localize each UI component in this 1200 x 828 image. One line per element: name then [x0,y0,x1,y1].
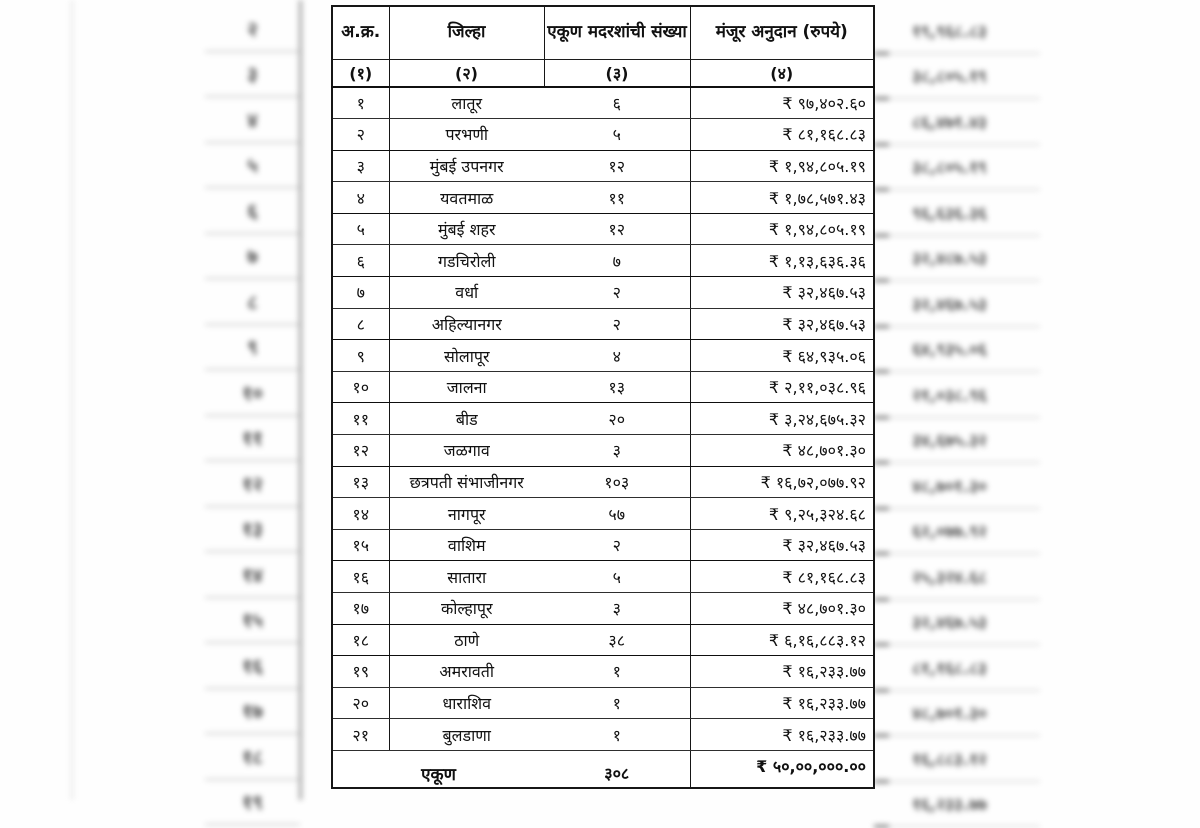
cell-count: १ [544,656,690,688]
blurred-amount: २१,०३८.९६ [877,372,1040,418]
blurred-serial: ९ [205,325,300,371]
cell-district: मुंबई शहर [389,213,544,245]
blurred-serial: १९ [205,780,300,826]
table-row [332,87,874,119]
blurred-amount: २५,३२४.६८ [877,554,1040,600]
blurred-serial: ११ [205,416,300,462]
blurred-serial: १८ [205,734,300,780]
cell-count: १३ [544,371,690,403]
cell-serial: ३ [332,150,389,182]
cell-grant: ₹ ६,१६,८८३.१२ [690,624,874,656]
table-row [332,182,874,214]
blurred-amount: ९६,६३६.३६ [877,190,1040,236]
column-numbering-row [332,59,874,87]
cell-count: ५ [544,561,690,593]
cell-count: १२ [544,150,690,182]
table-row [332,435,874,467]
blurred-amount: १९,९६८.८३ [877,8,1040,54]
cell-serial: ९ [332,340,389,372]
table-row [332,150,874,182]
blurred-amount: ८६,४७१.४३ [877,99,1040,145]
cell-serial: ४ [332,182,389,214]
table-row [332,245,874,277]
blurred-amount: ६४,९३५.०६ [877,327,1040,373]
cell-count: २ [544,277,690,309]
cell-serial: १ [332,87,389,119]
blurred-amount-column [877,8,1040,827]
cell-serial: १४ [332,498,389,530]
blurred-serial: १७ [205,689,300,735]
cell-district: वर्धा [389,277,544,309]
blurred-serial: १४ [205,552,300,598]
table-row [332,466,874,498]
madrasa-grant-table [331,5,875,789]
cell-count: १२ [544,213,690,245]
table-row [332,719,874,751]
table-total-row [332,750,874,788]
table-row [332,529,874,561]
table-row [332,687,874,719]
table-row [332,340,874,372]
blurred-serial: ६ [205,188,300,234]
cell-serial: १६ [332,561,389,593]
cell-count: २ [544,529,690,561]
cell-serial: ५ [332,213,389,245]
table-row [332,371,874,403]
cell-district: सातारा [389,561,544,593]
blurred-amount: ४८,७०१.३० [877,691,1040,737]
colnum-1: (१) [332,59,389,87]
cell-grant: ₹ १,७८,५७१.४३ [690,182,874,214]
cell-district: जळगाव [389,435,544,467]
cell-serial: १० [332,371,389,403]
cell-district: गडचिरोली [389,245,544,277]
blurred-amount: १६,२३३.७७ [877,782,1040,828]
page-edge-line [71,0,73,800]
cell-serial: १२ [332,435,389,467]
cell-district: परभणी [389,119,544,151]
table-row [332,498,874,530]
cell-serial: २० [332,687,389,719]
cell-grant: ₹ ८१,१६८.८३ [690,561,874,593]
header-district: जिल्हा [389,6,544,59]
cell-serial: ७ [332,277,389,309]
cell-count: ६ [544,87,690,119]
colnum-3: (३) [544,59,690,87]
cell-district: यवतमाळ [389,182,544,214]
cell-district: सोलापूर [389,340,544,372]
cell-grant: ₹ ३२,४६७.५३ [690,308,874,340]
blurred-serial: १६ [205,643,300,689]
cell-serial: ११ [332,403,389,435]
header-serial: अ.क्र. [332,6,389,59]
colnum-4: (४) [690,59,874,87]
cell-grant: ₹ ४८,७०१.३० [690,435,874,467]
cell-serial: २१ [332,719,389,751]
cell-district: ठाणे [389,624,544,656]
cell-grant: ₹ १६,२३३.७७ [690,656,874,688]
cell-district: बुलडाणा [389,719,544,751]
blurred-amount: ३८,८०५.१९ [877,145,1040,191]
colnum-2: (२) [389,59,544,87]
total-count: ३०८ [544,750,690,788]
cell-grant: ₹ १६,७२,०७७.९२ [690,466,874,498]
cell-count: १०३ [544,466,690,498]
cell-serial: ८ [332,308,389,340]
table-header-row [332,6,874,59]
blurred-serial: २ [205,6,300,52]
cell-count: ४ [544,340,690,372]
cell-district: धाराशिव [389,687,544,719]
cell-district: अहिल्यानगर [389,308,544,340]
cell-district: बीड [389,403,544,435]
blurred-serial-column [205,6,300,825]
cell-count: १ [544,687,690,719]
blurred-amount: ३२,४६७.५३ [877,600,1040,646]
blurred-serial: १३ [205,507,300,553]
cell-serial: २ [332,119,389,151]
cell-grant: ₹ २,११,०३८.९६ [690,371,874,403]
cell-grant: ₹ ६४,९३५.०६ [690,340,874,372]
cell-district: अमरावती [389,656,544,688]
blurred-amount: ३२,४८७.५३ [877,236,1040,282]
cell-grant: ₹ १६,२३३.७७ [690,687,874,719]
cell-count: ३८ [544,624,690,656]
cell-count: ३ [544,435,690,467]
blurred-serial: ५ [205,143,300,189]
blurred-serial: ३ [205,52,300,98]
cell-count: ७ [544,245,690,277]
total-grant: ₹ ५०,००,०००.०० [756,756,866,776]
cell-serial: १८ [332,624,389,656]
blurred-serial: ७ [205,234,300,280]
cell-grant: ₹ ३२,४६७.५३ [690,277,874,309]
table-row [332,593,874,625]
cell-grant: ₹ ३,२४,६७५.३२ [690,403,874,435]
cell-grant: ₹ ४८,७०१.३० [690,593,874,625]
blurred-serial: १२ [205,461,300,507]
blurred-amount: ३४,६७५.३२ [877,418,1040,464]
cell-serial: ६ [332,245,389,277]
cell-count: ३ [544,593,690,625]
cell-grant: ₹ १६,२३३.७७ [690,719,874,751]
blurred-amount: ३८,८०५.१९ [877,54,1040,100]
table-row [332,119,874,151]
cell-grant: ₹ ८१,१६८.८३ [690,119,874,151]
blurred-amount: ४८,७०१.३० [877,463,1040,509]
cell-count: ५ [544,119,690,151]
cell-count: ११ [544,182,690,214]
cell-count: २० [544,403,690,435]
blurred-amount: ३२,४६७.५३ [877,281,1040,327]
table-row [332,561,874,593]
table-row [332,308,874,340]
cell-serial: १९ [332,656,389,688]
table-row [332,213,874,245]
cell-grant: ₹ १,९४,८०५.१९ [690,213,874,245]
header-sanctioned-grant: मंजूर अनुदान (रुपये) [690,6,874,59]
cell-district: छत्रपती संभाजीनगर [389,466,544,498]
cell-grant: ₹ ९,२५,३२४.६८ [690,498,874,530]
cell-grant: ₹ १,१३,६३६.३६ [690,245,874,277]
blurred-serial: ४ [205,97,300,143]
table-row [332,656,874,688]
blurred-serial: १५ [205,598,300,644]
blurred-amount: ६२,०७७.९२ [877,509,1040,555]
cell-count: १ [544,719,690,751]
header-madrasa-count: एकूण मदरशांची संख्या [544,6,690,59]
cell-district: जालना [389,371,544,403]
blurred-serial: १० [205,370,300,416]
cell-district: लातूर [389,87,544,119]
blurred-amount: १६,८८३.१२ [877,736,1040,782]
cell-grant: ₹ ९७,४०२.६० [690,87,874,119]
blurred-table-border-line [299,0,302,800]
blurred-amount: ८१,१६८.८३ [877,645,1040,691]
table-row [332,277,874,309]
cell-count: ५७ [544,498,690,530]
cell-district: वाशिम [389,529,544,561]
table-row [332,624,874,656]
total-label: एकूण [421,764,456,785]
cell-serial: १७ [332,593,389,625]
table-row [332,403,874,435]
cell-district: मुंबई उपनगर [389,150,544,182]
cell-grant: ₹ ३२,४६७.५३ [690,529,874,561]
cell-serial: १३ [332,466,389,498]
cell-count: २ [544,308,690,340]
blurred-serial: ८ [205,279,300,325]
cell-grant: ₹ १,९४,८०५.१९ [690,150,874,182]
cell-serial: १५ [332,529,389,561]
cell-district: नागपूर [389,498,544,530]
cell-district: कोल्हापूर [389,593,544,625]
